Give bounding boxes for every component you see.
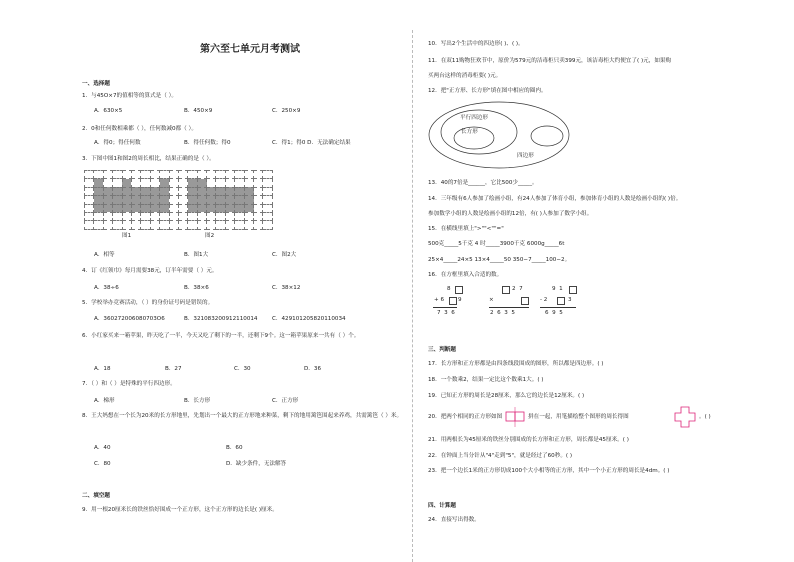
option: A．360272006080703O6: [94, 316, 165, 322]
section-calc: 四、计算题: [428, 503, 456, 509]
right-column: 10．写出2个生活中的四边形( )、( )。 11．在双11购物狂欢节中，原价为579元的洁毒柜只卖399元，该洁毒柜大约便宜了( )元，如果购 买两台这样的消毒柜要( )元。 12．把"正方形、长方形"填在图中相应的圈内。 平行四边形 长方形 四边形 13．40的7倍是______，它比500少_____。 14．三年级有6人参加了绘画小组，有24人参加了体育小组，参加体育小组的人数是绘画小组的( )倍。 参加数学小组的人数是绘画小组的12倍，有( )人参加了数学小组。 15．在横线里填上">""<""=" 500克_____5千克 4 时_____3900千克 6000g_____6t 25×4_____24×5 13×4_____50 350−7_____100−2。 16．在方框里填入合适的数。 8 + 6 9 7 3 6 2 7 × 2 6 3 5 9 1 - 2 3 6 9 5 三、判断题 17．长方形和正方形都是由四条线段围成的图形，所以都是四边形。( ) 18．一个数乘2，结果一定比这个数乘1大。( ) 19．已知正方形的周长是28厘米，那么它的边长是12厘米。( ) 20．把两个相同的正方形如图 拼在一起，用笔描绘整个图形的周长得图 。( ) 21．用两根长为45厘米的铁丝分别围成的长方形和正方形，周长都是45厘米。( ) 22．在钟面上当分针从"4"走到"5"，就是经过了60秒。( ) 23．把一个边长1米的正方形切成100个大小相等的正方形，其中一个小正方形的周长是4dm。( ) 四、计算题 24．直接写出得数。: [428, 41, 711, 523]
figure-label-1: 图1: [122, 233, 132, 239]
question-24: 24．直接写出得数。: [428, 517, 480, 523]
option: A．得0；得任何数: [94, 140, 141, 146]
question-10: 10．写出2个生活中的四边形( )、( )。: [428, 41, 524, 47]
two-squares-figure: [504, 406, 526, 428]
perimeter-figure-grid: [84, 170, 273, 230]
question-18: 18．一个数乘2，结果一定比这个数乘1大。( ): [428, 377, 544, 383]
question-19: 19．已知正方形的周长是28厘米，那么它的边长是12厘米。( ): [428, 393, 585, 399]
question-23: 23．把一个边长1米的正方形切成100个大小相等的正方形，其中一个小正方形的周长是4dm。( ): [428, 468, 670, 474]
question-8: 8．王大妈想在一个长为20米的长方形地里，先划出一个最大的正方形地来种菜，剩下的地用篱笆围起来养鸡，共需篱笆（ ）米。: [82, 413, 403, 419]
option: D．36: [304, 366, 322, 372]
question-5: 5．学校举办竞赛活动，（ ）的身份证号码是错误的。: [82, 300, 214, 306]
page-title: 第六至七单元月考测试: [200, 44, 300, 55]
question-12: 12．把"正方形、长方形"填在图中相应的圈内。: [428, 88, 547, 94]
option: B．27: [165, 366, 182, 372]
cross-shape-figure: [673, 405, 697, 429]
option: B．图1大: [184, 252, 209, 258]
option: C．429101205820110034: [272, 316, 346, 322]
venn-label-parallelogram: 平行四边形: [460, 115, 488, 121]
question-21: 21．用两根长为45厘米的铁丝分别围成的长方形和正方形，周长都是45厘米。( ): [428, 437, 629, 443]
option: C．30: [234, 366, 251, 372]
option: C．图2大: [272, 252, 297, 258]
figure-label-2: 图2: [205, 233, 215, 239]
question-13: 13．40的7倍是______，它比500少_____。: [428, 180, 538, 186]
option: A．18: [94, 366, 111, 372]
question-17: 17．长方形和正方形都是由四条线段围成的图形，所以都是四边形。( ): [428, 361, 604, 367]
question-15: 15．在横线里填上">""<""=": [428, 226, 504, 232]
option: D．缺少条件，无法解答: [226, 461, 287, 467]
question-20-tail: 。( ): [699, 414, 711, 420]
section-fill: 二、填空题: [82, 493, 110, 499]
option: A．38÷6: [94, 285, 119, 291]
section-choice: 一、选择题: [82, 81, 110, 87]
question-14: 14．三年级有6人参加了绘画小组，有24人参加了体育小组，参加体育小组的人数是绘画小组的( )倍。: [428, 196, 682, 202]
answer-box[interactable]: [569, 286, 577, 294]
question-11: 11．在双11购物狂欢节中，原价为579元的洁毒柜只卖399元，该洁毒柜大约便宜了( )元，如果购: [428, 58, 672, 64]
question-20: 20．把两个相同的正方形如图: [428, 414, 503, 420]
option: B．得任何数；得0: [184, 140, 231, 146]
option: A．相等: [94, 252, 115, 258]
question-2: 2．0和任何数相乘都（ ），任何数减0都（ ）。: [82, 126, 197, 132]
question-7: 7．（ ）和（ ）是特殊的平行四边形。: [82, 381, 176, 387]
option: B．长方形: [184, 398, 211, 404]
section-judge: 三、判断题: [428, 347, 456, 353]
question-15-row1: 500克_____5千克 4 时_____3900千克 6000g_____6t: [428, 241, 565, 247]
option: A．630×5: [94, 108, 123, 114]
option: B．450×9: [184, 108, 213, 114]
question-9: 9．用一根20厘米长的铁丝恰好围成一个正方形，这个正方形的边长是( )厘米。: [82, 507, 278, 513]
question-1: 1．与45O×7的值相等的算式是（ ）。: [82, 93, 178, 99]
venn-label-quadrilateral: 四边形: [517, 153, 534, 159]
question-11-cont: 买两台这样的消毒柜要( )元。: [428, 73, 502, 79]
answer-box[interactable]: [557, 297, 565, 305]
venn-label-rectangle: 长方形: [461, 129, 478, 135]
answer-box[interactable]: [455, 286, 463, 294]
option: C．38×12: [272, 285, 301, 291]
option: B．38×6: [184, 285, 209, 291]
question-15-row2: 25×4_____24×5 13×4_____50 350−7_____100−2。: [428, 257, 571, 263]
question-14-cont: 参加数学小组的人数是绘画小组的12倍，有( )人参加了数学小组。: [428, 211, 593, 217]
question-22: 22．在钟面上当分针从"4"走到"5"，就是经过了60秒。( ): [428, 453, 573, 459]
question-4: 4．订《红领巾》每月需要38元，订半年需要（ ）元。: [82, 268, 218, 274]
question-6: 6．小红家买来一箱苹果，昨天吃了一半，今天又吃了剩下的一半，还剩下9个。这一箱苹果原来一共有（ ）个。: [82, 333, 360, 339]
question-16: 16．在方框里填入合适的数。: [428, 272, 503, 278]
option: A．梯形: [94, 398, 115, 404]
quadrilateral-venn-diagram: [427, 100, 587, 170]
option: B．321083200912110014: [184, 316, 258, 322]
question-20-mid: 拼在一起，用笔描绘整个图形的周长得图: [528, 414, 629, 420]
option: A．40: [94, 445, 111, 451]
option: B．60: [226, 445, 243, 451]
question-3: 3．下图中图1和图2的周长相比，结果正确的是（ ）。: [82, 156, 215, 162]
option: C．得1；得0 D．无法确定结果: [272, 140, 351, 146]
option: C．250×9: [272, 108, 301, 114]
answer-box[interactable]: [449, 297, 457, 305]
answer-box[interactable]: [502, 286, 510, 294]
option: C．正方形: [272, 398, 299, 404]
answer-box[interactable]: [521, 297, 529, 305]
option: C．80: [94, 461, 111, 467]
